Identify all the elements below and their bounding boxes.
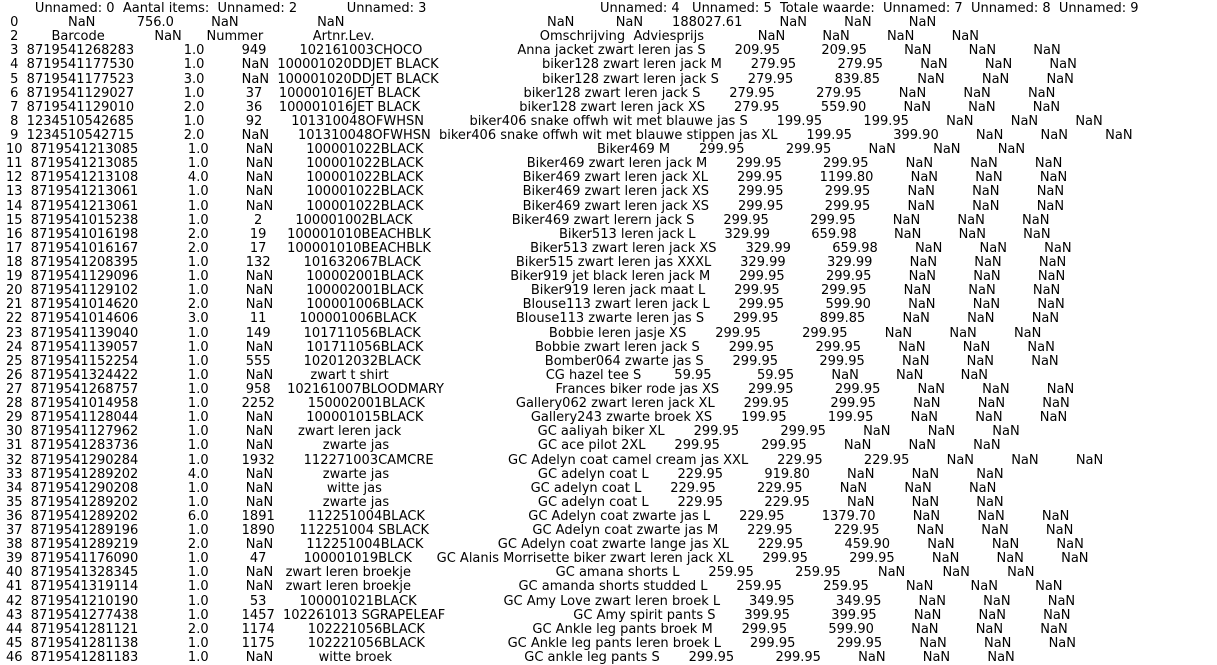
table-row: 0 NaN 756.0 NaN NaN NaN NaN 188027.61 NaN NaN NaN	[6, 15, 937, 31]
table-row: 12 8719541213108 4.0 NaN 100001022BLACK Biker469 zwart leren jack XL 299.95 1199.80 NaN NaN NaN	[6, 170, 1068, 186]
table-row: 46 8719541281183 1.0 NaN witte broek GC ankle leg pants S 299.95 299.95 NaN NaN NaN	[6, 650, 1015, 665]
table-row: 27 8719541268757 1.0 958 102161007BLOODMARY Frances biker rode jas XS 299.95 299.95 NaN NaN NaN	[6, 381, 1075, 397]
table-row: 29 8719541128044 1.0 NaN 100001015BLACK Gallery243 zwarte broek XS 199.95 199.95 NaN NaN NaN	[6, 410, 1068, 426]
table-row: 19 8719541129096 1.0 NaN 100002001BLACK Biker919 jet black leren jack M 299.95 299.95 NaN NaN NaN	[6, 269, 1066, 285]
table-row: 8 1234510542685 1.0 92 101310048OFWHSN biker406 snake offwh wit met blauwe jas S 199.95 199.95 NaN NaN NaN	[6, 113, 1103, 129]
table-row: 3 8719541268283 1.0 949 102161003CHOCO Anna jacket zwart leren jas S 209.95 209.95 NaN NaN NaN	[6, 43, 1061, 59]
table-row: 38 8719541289219 2.0 NaN 112251004BLACK GC Adelyn coat zwarte lange jas XL 229.95 459.90 NaN NaN NaN	[6, 537, 1084, 553]
table-row: 26 8719541324422 1.0 NaN zwart t shirt CG hazel tee S 59.95 59.95 NaN NaN NaN	[6, 367, 989, 383]
table-row: 44 8719541281121 2.0 1174 102221056BLACK GC Ankle leg pants broek M 299.95 599.90 NaN NaN NaN	[6, 621, 1068, 637]
table-row: 45 8719541281138 1.0 1175 102221056BLACK GC Ankle leg pants leren broek L 299.95 299.95 NaN NaN NaN	[6, 635, 1076, 651]
table-row: 11 8719541213085 1.0 NaN 100001022BLACK Biker469 zwart leren jack M 299.95 299.95 NaN NaN NaN	[6, 156, 1063, 172]
table-row: 40 8719541328345 1.0 NaN zwart leren broekje GC amana shorts L 259.95 259.95 NaN NaN NaN	[6, 565, 1035, 581]
table-row: 36 8719541289202 6.0 1891 112251004BLACK GC Adelyn coat zwarte jas L 229.95 1379.70 NaN NaN NaN	[6, 508, 1070, 524]
table-row: 17 8719541016167 2.0 17 100001010BEACHBLK Biker513 zwart leren jack XS 329.99 659.98 NaN NaN NaN	[6, 240, 1072, 256]
table-row: 33 8719541289202 4.0 NaN zwarte jas GC adelyn coat L 229.95 919.80 NaN NaN NaN	[6, 466, 1004, 482]
table-row: 14 8719541213061 1.0 NaN 100001022BLACK Biker469 zwart leren jack XS 299.95 299.95 NaN NaN NaN	[6, 198, 1065, 214]
table-row: 7 8719541129010 2.0 36 100001016JET BLACK biker128 zwart leren jack XS 279.95 559.90 NaN NaN NaN	[6, 99, 1061, 115]
table-row: 25 8719541152254 1.0 555 102012032BLACK Bomber064 zwarte jas S 299.95 299.95 NaN NaN NaN	[6, 353, 1059, 369]
table-row: 2 Barcode NaN Nummer Artnr.Lev. Omschrijving Adviesprijs NaN NaN NaN NaN	[6, 29, 979, 45]
table-row: 20 8719541129102 1.0 NaN 100002001BLACK Biker919 leren jack maat L 299.95 299.95 NaN NaN NaN	[6, 283, 1061, 299]
table-row: 6 8719541129027 1.0 37 100001016JET BLACK biker128 zwart leren jack S 279.95 279.95 NaN NaN NaN	[6, 85, 1056, 101]
table-row: 43 8719541277438 1.0 1457 102261013 SGRAPELEAF GC Amy spirit pants S 399.95 399.95 NaN NaN NaN	[6, 607, 1071, 623]
table-row: 21 8719541014620 2.0 NaN 100001006BLACK Blouse113 zwart leren jack L 299.95 599.90 NaN NaN NaN	[6, 297, 1065, 313]
table-row: 10 8719541213085 1.0 NaN 100001022BLACK Biker469 M 299.95 299.95 NaN NaN NaN	[6, 142, 1026, 158]
table-row: 31 8719541283736 1.0 NaN zwarte jas GC ace pilot 2XL 299.95 299.95 NaN NaN NaN	[6, 438, 1001, 454]
table-row: 32 8719541290284 1.0 1932 112271003CAMCRE GC Adelyn coat camel cream jas XXL 229.95 229.95 NaN NaN NaN	[6, 452, 1104, 468]
table-row: 39 8719541176090 1.0 47 100001019BLCK GC Alanis Morrisette biker zwart leren jack XL 299.95 299.95 NaN NaN NaN	[6, 551, 1089, 567]
table-row: 15 8719541015238 1.0 2 100001002BLACK Biker469 zwart lerern jack S 299.95 299.95 NaN NaN NaN	[6, 212, 1050, 228]
data-table	[6, 2, 1139, 665]
table-row: 16 8719541016198 2.0 19 100001010BEACHBLK Biker513 leren jack L 329.99 659.98 NaN NaN NaN	[6, 226, 1051, 242]
table-row: 35 8719541289202 1.0 NaN zwarte jas GC adelyn coat L 229.95 229.95 NaN NaN NaN	[6, 494, 1004, 510]
table-row: 22 8719541014606 3.0 11 100001006BLACK Blouse113 zwarte leren jas S 299.95 899.85 NaN NaN NaN	[6, 311, 1060, 327]
table-row: 13 8719541213061 1.0 NaN 100001022BLACK Biker469 zwart leren jack XS 299.95 299.95 NaN NaN NaN	[6, 184, 1065, 200]
table-row: 30 8719541127962 1.0 NaN zwart leren jack GC aaliyah biker XL 299.95 299.95 NaN NaN NaN	[6, 424, 1020, 440]
table-row: 4 8719541177530 1.0 NaN 100001020DDJET BLACK biker128 zwart leren jack M 279.95 279.95 NaN NaN NaN	[6, 57, 1077, 73]
header-row: Unnamed: 0 Aantal items: Unnamed: 2 Unnamed: 3 Unnamed: 4 Unnamed: 5 Totale waarde: Unnamed: 7 Unnamed: 8 Unnamed: 9	[6, 1, 1139, 16]
table-row: 28 8719541014958 1.0 2252 150002001BLACK Gallery062 zwart leren jack XL 299.95 299.95 NaN NaN NaN	[6, 396, 1070, 412]
table-row: 24 8719541139057 1.0 NaN 101711056BLACK Bobbie zwart leren jack S 299.95 299.95 NaN NaN NaN	[6, 339, 1055, 355]
table-row: 18 8719541208395 1.0 132 101632067BLACK Biker515 zwart leren jas XXXL 329.99 329.99 NaN NaN NaN	[6, 254, 1067, 270]
table-row: 42 8719541210190 1.0 53 100001021BLACK GC Amy Love zwart leren broek L 349.95 349.95 NaN NaN NaN	[6, 593, 1076, 609]
table-row: 5 8719541177523 3.0 NaN 100001020DDJET BLACK biker128 zwart leren jack S 279.95 839.85 NaN NaN NaN	[6, 71, 1074, 87]
table-row: 9 1234510542715 2.0 NaN 101310048OFWHSN biker406 snake offwh wit met blauwe stippen jas XL 199.95 399.90 NaN NaN NaN	[6, 127, 1133, 143]
table-row: 41 8719541319114 1.0 NaN zwart leren broekje GC amanda shorts studded L 259.95 259.95 NaN NaN NaN	[6, 579, 1063, 595]
table-row: 34 8719541290208 1.0 NaN witte jas GC adelyn coat L 229.95 229.95 NaN NaN NaN	[6, 480, 997, 496]
table-row: 37 8719541289196 1.0 1890 112251004 SBLACK GC Adelyn coat zwarte jas M 229.95 229.95 NaN NaN NaN	[6, 523, 1074, 539]
table-row: 23 8719541139040 1.0 149 101711056BLACK Bobbie leren jasje XS 299.95 299.95 NaN NaN NaN	[6, 325, 1042, 341]
